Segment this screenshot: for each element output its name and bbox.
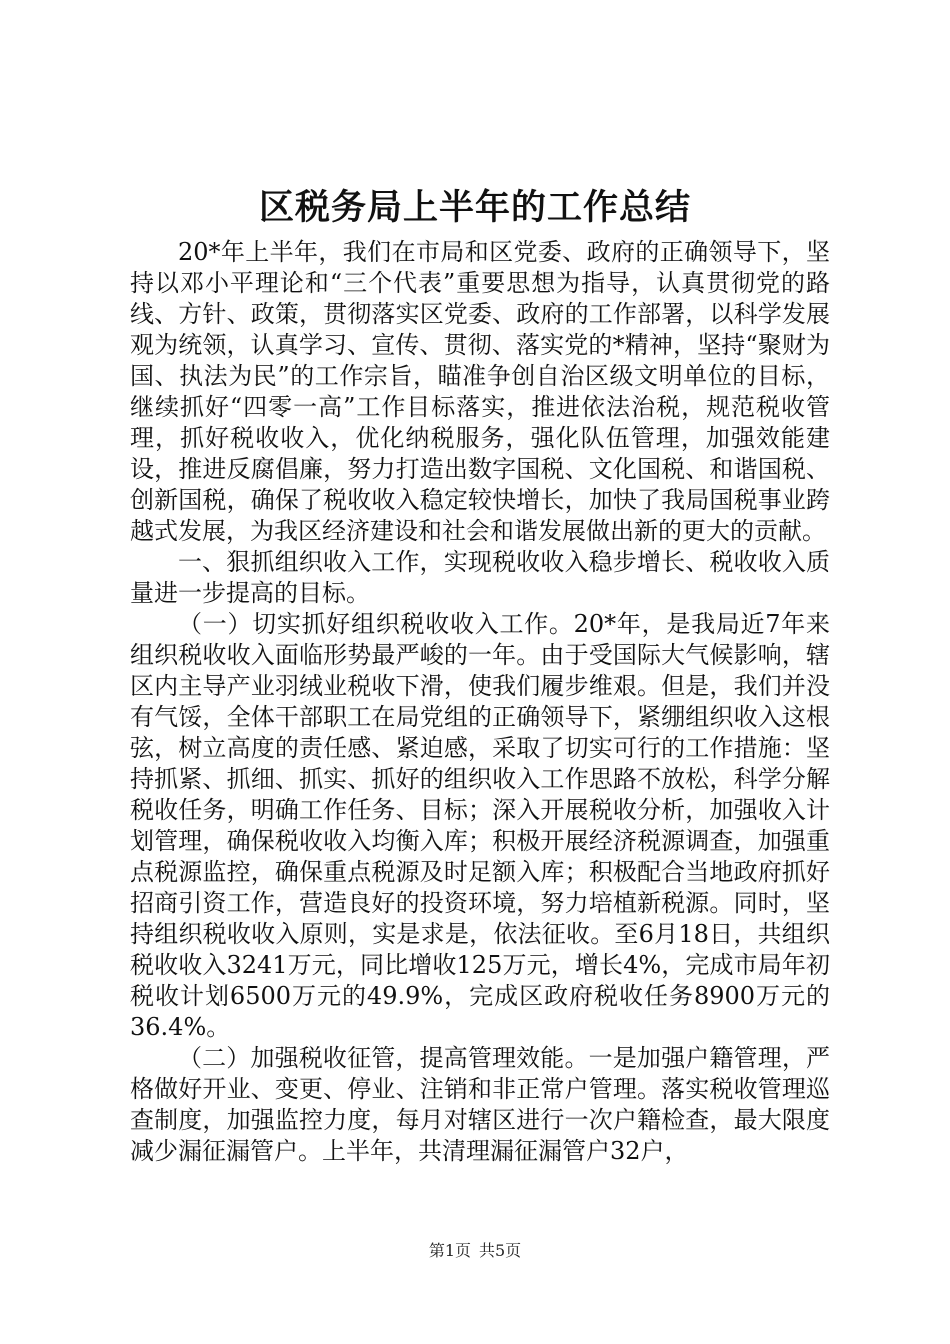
paragraph-intro: 20*年上半年，我们在市局和区党委、政府的正确领导下，坚持以邓小平理论和“三个代表”重要思想为指导，认真贯彻党的路线、方针、政策，贯彻落实区党委、政府的工作部署，以科学发展观为统领，认真学习、宣传、贯彻、落实党的*精神，坚持“聚财为国、执法为民”的工作宗旨，瞄准争创自治区级文明单位的目标，继续抓好“四零一高”工作目标落实，推进依法治税，规范税收管理，抓好税收收入，优化纳税服务，强化队伍管理，加强效能建设，推进反腐倡廉，努力打造出数字国税、文化国税、和谐国税、创新国税，确保了税收收入稳定较快增长，加快了我局国税事业跨越式发展，为我区经济建设和社会和谐发展做出新的更大的贡献。 <box>130 238 830 545</box>
paragraph-subsection-1: （一）切实抓好组织税收收入工作。20*年，是我局近7年来组织税收收入面临形势最严峻的一年。由于受国际大气候影响，辖区内主导产业羽绒业税收下滑，使我们履步维艰。但是，我们并没有气馁，全体干部职工在局党组的正确领导下，紧绷组织收入这根弦，树立高度的责任感、紧迫感，采取了切实可行的工作措施：坚持抓紧、抓细、抓实、抓好的组织收入工作思路不放松，科学分解税收任务，明确工作任务、目标；深入开展税收分析，加强收入计划管理，确保税收收入均衡入库；积极开展经济税源调查，加强重点税源监控，确保重点税源及时足额入库；积极配合当地政府抓好招商引资工作，营造良好的投资环境，努力培植新税源。同时，坚持组织税收收入原则，实是求是，依法征收。至6月18日，共组织税收收入3241万元，同比增收125万元，增长4%，完成市局年初税收计划6500万元的49.9%，完成区政府税收任务8900万元的36.4%。 <box>130 610 830 1041</box>
paragraph-section-1: 一、狠抓组织收入工作，实现税收收入稳步增长、税收收入质量进一步提高的目标。 <box>130 548 830 607</box>
document-body <box>130 237 830 1167</box>
page-footer <box>0 1241 950 1261</box>
document-title: 区税务局上半年的工作总结 <box>258 187 691 228</box>
page-number: 第1页 <box>428 1241 471 1260</box>
paragraph-subsection-2: （二）加强税收征管，提高管理效能。一是加强户籍管理，严格做好开业、变更、停业、注销和非正常户管理。落实税收管理巡查制度，加强监控力度，每月对辖区进行一次户籍检查，最大限度减少漏征漏管户。上半年，共清理漏征漏管户32户， <box>130 1044 830 1165</box>
page-total: 共5页 <box>479 1241 522 1260</box>
